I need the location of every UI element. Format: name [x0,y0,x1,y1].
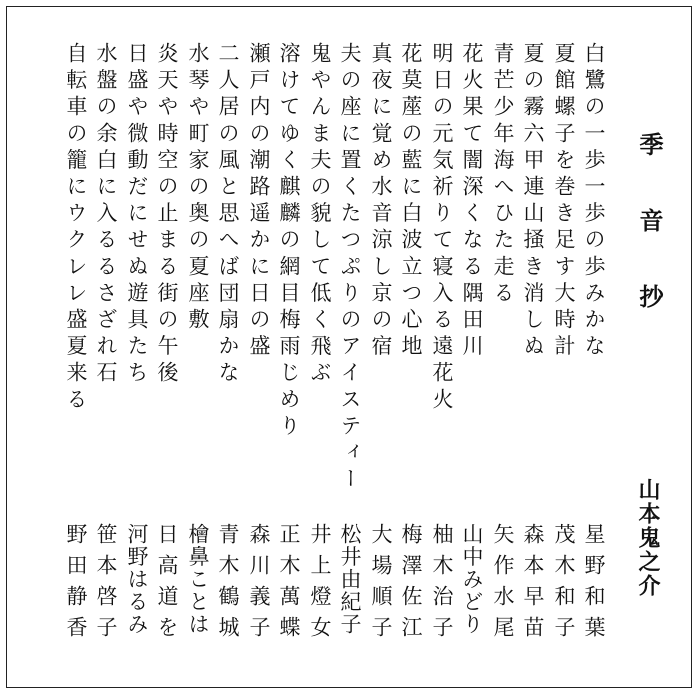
haiku-text: 瀬戸内の潮路遥かに日の盛 [247,42,271,362]
poet-name: 森本早苗 [521,523,545,647]
haiku-text: 明日の元気祈りて寝入る遠花火 [430,42,454,415]
haiku-text: 溶けてゆく麒麟の網目梅雨じめり [277,42,301,441]
page-title: 季音抄 [635,132,663,360]
haiku-text: 水琴や町家の奥の夏座敷 [186,42,210,335]
poet-name: 檜鼻ことは [186,523,210,636]
haiku-text: 日盛や微動だにせぬ遊具たち [125,42,149,388]
haiku-text: 夏館螺子を巻き足す大時計 [552,42,576,362]
haiku-text: 夫の座に置くたつぷりのアイスティー [338,42,362,495]
poet-name: 森川義子 [247,523,271,647]
haiku-text: 炎天や時空の止まる街の午後 [155,42,179,388]
haiku-text: 白鷺の一歩一歩の歩みかな [582,42,606,362]
haiku-text: 花莫蓙の藍に白波立つ心地 [399,42,423,362]
poet-name: 山中みどり [460,523,484,636]
haiku-text: 自転車の籠にウクレレ盛夏来る [64,42,88,415]
haiku-text: 真夜に覚め水音涼し京の宿 [369,42,393,362]
poet-name: 茂木和子 [552,523,576,647]
poet-name: 梅澤佐江 [399,523,423,647]
haiku-text: 鬼やんま夫の貌して低く飛ぶ [308,42,332,388]
poet-name: 矢作水尾 [491,523,515,647]
poet-name: 青木鶴城 [216,523,240,647]
poet-name: 大場順子 [369,523,393,647]
poet-name: 河野はるみ [125,523,149,636]
poet-name: 井上燈女 [308,523,332,647]
haiku-text: 水盤の余白に入るるさざれ石 [94,42,118,388]
poet-name: 柚木治子 [430,523,454,647]
haiku-text: 花火果て闇深くなる隅田川 [460,42,484,362]
author-name: 山本鬼之介 [635,478,660,598]
poet-name: 松井由紀子 [338,523,362,636]
haiku-text: 二人居の風と思へば団扇かな [216,42,240,388]
poet-name: 笹本啓子 [94,523,118,647]
haiku-text: 夏の霧六甲連山掻き消しぬ [521,42,545,362]
poet-name: 正木萬蝶 [277,523,301,647]
haiku-text: 青芒少年海へひた走る [491,42,515,308]
poet-name: 日高道を [155,523,179,647]
poet-name: 星野和葉 [582,523,606,647]
poet-name: 野田静香 [64,523,88,647]
